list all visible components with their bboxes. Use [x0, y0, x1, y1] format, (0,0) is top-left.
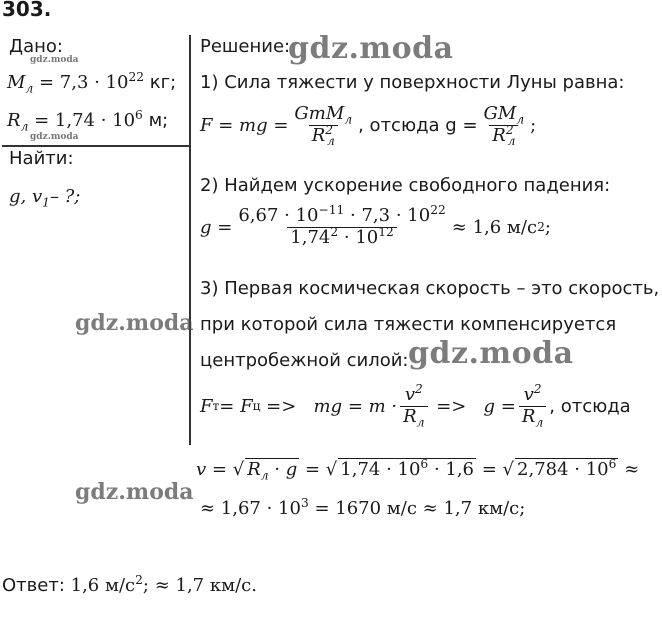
watermark-top: gdz.moda — [288, 31, 454, 66]
watermark-small-2: gdz.moda — [30, 132, 79, 142]
vertical-divider — [189, 35, 191, 445]
watermark-small-1: gdz.moda — [30, 55, 79, 65]
given-divider — [2, 145, 190, 147]
given-radius: $R_л = 1,74 \cdot 10^6$ м; — [7, 108, 169, 134]
fraction-g: $\frac{GM_л}{R^2_л}$ — [483, 103, 525, 149]
problem-number: 303. — [2, 0, 52, 21]
given-mass: $M_л = 7,3 \cdot 10^{22}$ кг; — [7, 70, 177, 96]
sqrt-icon: √ — [232, 459, 245, 480]
fraction-centripetal: $\frac{v^2}{R_л}$ — [400, 385, 427, 427]
watermark-middle-right: gdz.moda — [408, 336, 574, 371]
velocity-formula-line-1: v = √ $R_л \cdot g$ = √ $1,74 \cdot 10^6 \cdot 1,6$ = √ $2,784 \cdot 10^6$ ≈ — [196, 457, 640, 483]
step-1-formula: F = mg = $\frac{GmM_л}{R^2_л}$ , отсюда g = $\frac{GM_л}{R^2_л}$ ; — [200, 103, 537, 149]
given-heading: Дано: — [9, 36, 63, 57]
step-3-formula: F т = F ц => mg = m · $\frac{v^2}{R_л}$ => g = $\frac{v^2}{R_л}$ , отсюда — [200, 382, 631, 430]
solution-heading: Решение: — [200, 36, 291, 57]
step-2-formula: g = $\frac{6,67 \cdot 10^{-11} \cdot 7,3 \cdot 10^{22}}{1,74^2 \cdot 10^{12}}$ ≈ 1,6 м/с 2 ; — [200, 203, 551, 248]
answer-line: Ответ: 1,6 $м/с^2$; ≈ 1,7 км/с. — [2, 573, 257, 596]
step-3-line-2: при которой сила тяжести компенсируется — [200, 314, 617, 335]
find-heading: Найти: — [9, 148, 74, 169]
step-2-text: 2) Найдем ускорение свободного падения: — [200, 175, 611, 196]
sqrt-icon: √ — [502, 459, 515, 480]
step-3-line-1: 3) Первая космическая скорость – это скорость, — [200, 278, 660, 299]
find-expression: g, $v_1-$ ?; — [9, 186, 81, 210]
watermark-middle-left: gdz.moda — [75, 310, 194, 336]
fraction-gravity-force: $\frac{GmM_л}{R^2_л}$ — [294, 103, 353, 149]
velocity-formula-line-2: ≈ $1,67 \cdot 10^3 = 1670$ м/с ≈ 1,7 км/с; — [200, 496, 526, 519]
step-1-text: 1) Сила тяжести у поверхности Луны равна: — [200, 72, 625, 93]
fraction-acceleration: $\frac{6,67 \cdot 10^{-11} \cdot 7,3 \cdot 10^{22}}{1,74^2 \cdot 10^{12}}$ — [238, 203, 446, 248]
step-3-line-3: центробежной силой: — [200, 350, 409, 371]
sqrt-icon: √ — [325, 459, 338, 480]
fraction-g-velocity: $\frac{v^2}{R_л}$ — [519, 385, 546, 427]
watermark-bottom-left: gdz.moda — [75, 479, 194, 505]
